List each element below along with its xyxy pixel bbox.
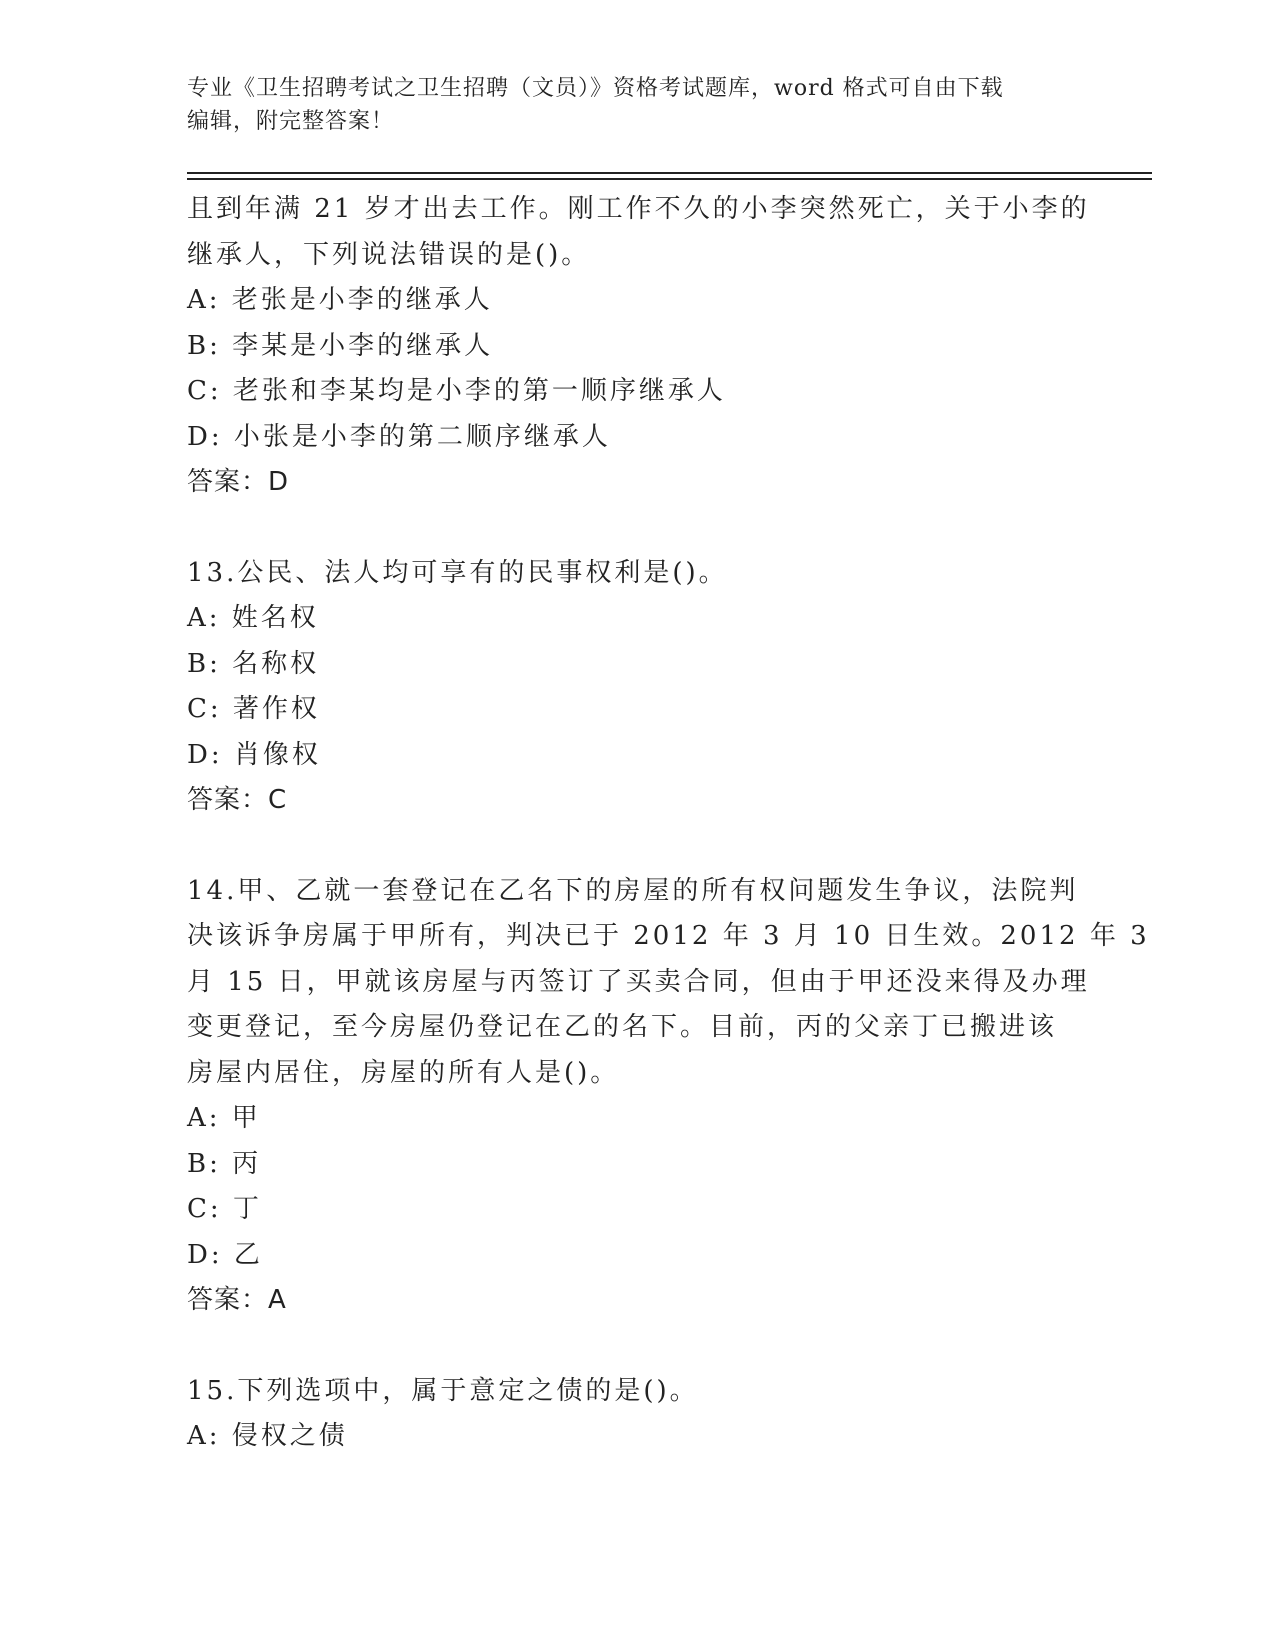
option-b: B: 名称权 xyxy=(187,648,320,679)
option-a: A: 老张是小李的继承人 xyxy=(187,285,493,315)
header-line-2: 编辑，附完整答案！ xyxy=(187,109,395,134)
question-text-line: 决该诉争房属于甲所有，判决已于 2012 年 3 月 10 日生效。2012 年 3 xyxy=(187,921,1150,951)
header-line-1: 专业《卫生招聘考试之卫生招聘（文员）》资格考试题库，word 格式可自由下载 xyxy=(187,76,1004,101)
option-d: D: 肖像权 xyxy=(187,739,321,770)
option-b: B: 丙 xyxy=(187,1148,262,1179)
question-15 xyxy=(187,1369,1067,1460)
header-rule-bottom xyxy=(187,178,1152,180)
option-c: C: 老张和李某均是小李的第一顺序继承人 xyxy=(187,376,726,406)
question-text-line: 月 15 日，甲就该房屋与丙签订了买卖合同，但由于甲还没来得及办理 xyxy=(187,966,1090,997)
question-12 xyxy=(187,187,1090,506)
answer: 答案：A xyxy=(187,1285,287,1315)
question-14 xyxy=(187,869,1150,1324)
header-rule-top xyxy=(187,172,1152,174)
answer: 答案：D xyxy=(187,467,290,497)
option-b: B: 李某是小李的继承人 xyxy=(187,330,494,361)
option-d: D: 小张是小李的第二顺序继承人 xyxy=(187,421,611,452)
option-d: D: 乙 xyxy=(187,1239,263,1270)
option-a: A: 姓名权 xyxy=(187,603,319,633)
option-a: A: 甲 xyxy=(187,1103,261,1133)
question-13 xyxy=(187,551,1067,824)
question-text-line: 且到年满 21 岁才出去工作。刚工作不久的小李突然死亡，关于小李的 xyxy=(187,194,1090,224)
question-text-line: 15.下列选项中，属于意定之债的是()。 xyxy=(187,1375,699,1406)
question-list xyxy=(187,187,1150,1460)
document-header xyxy=(187,72,1067,138)
question-text-line: 14.甲、乙就一套登记在乙名下的房屋的所有权问题发生争议，法院判 xyxy=(187,875,1079,906)
question-text-line: 13.公民、法人均可享有的民事权利是()。 xyxy=(187,557,728,588)
answer: 答案：C xyxy=(187,785,288,815)
option-c: C: 著作权 xyxy=(187,694,320,724)
question-text-line: 变更登记，至今房屋仍登记在乙的名下。目前，丙的父亲丁已搬进该 xyxy=(187,1012,1058,1042)
question-text-line: 继承人，下列说法错误的是()。 xyxy=(187,239,591,270)
option-a: A: 侵权之债 xyxy=(187,1421,348,1451)
question-text-line: 房屋内居住，房屋的所有人是()。 xyxy=(187,1057,620,1088)
option-c: C: 丁 xyxy=(187,1194,262,1224)
